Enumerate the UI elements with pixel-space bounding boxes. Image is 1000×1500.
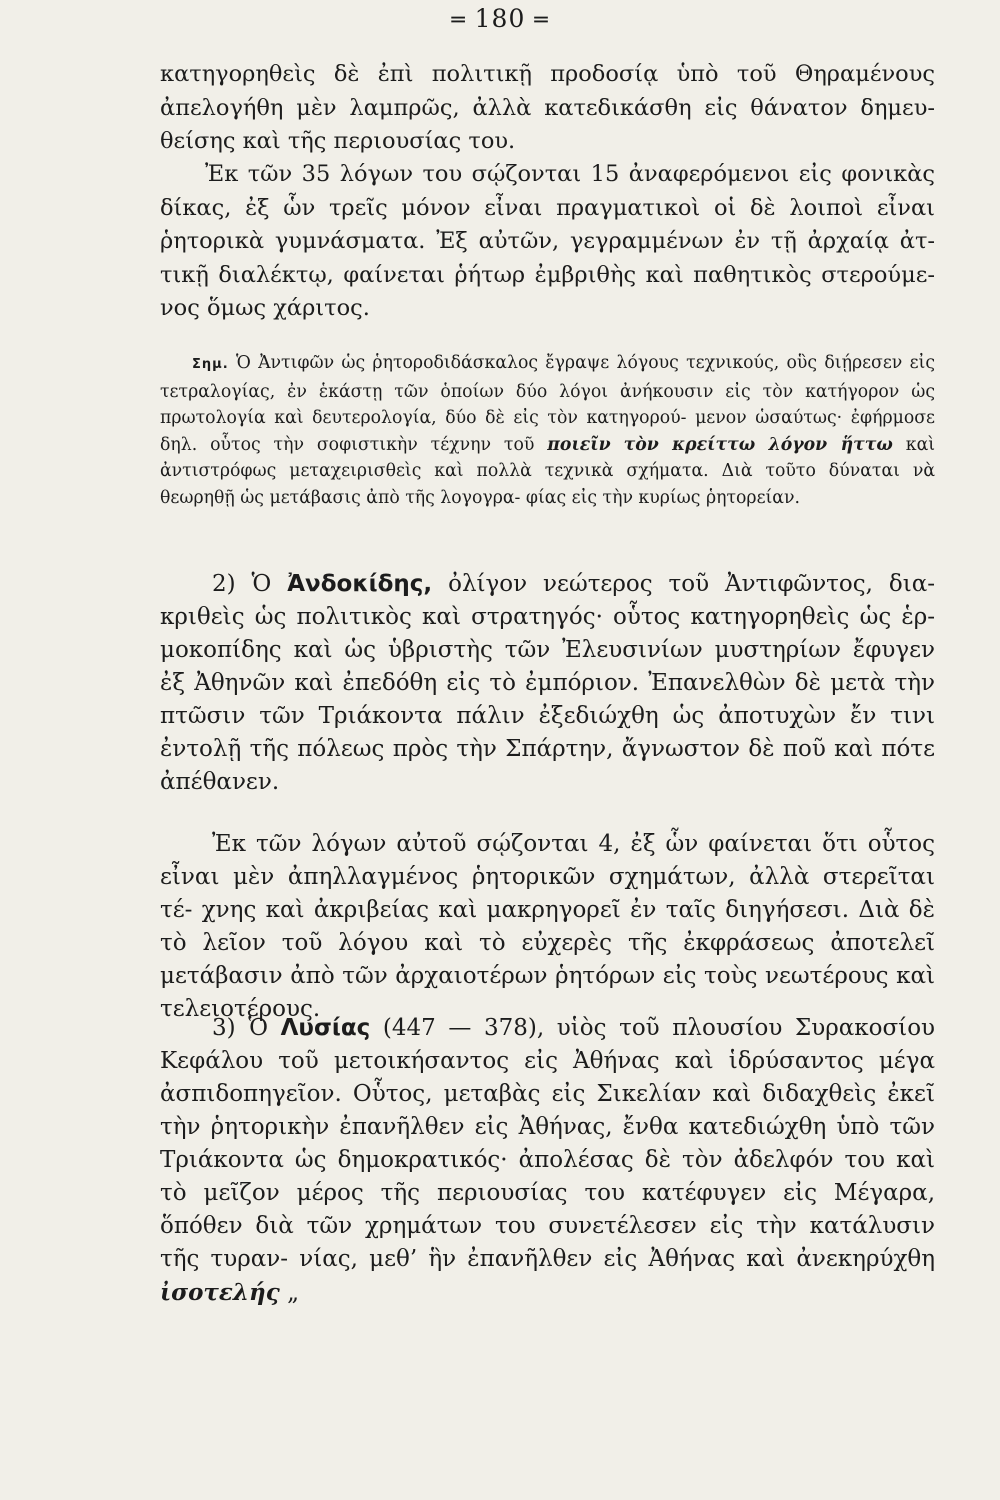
text-line: ῥητορικὴν ἐπανῆλθεν εἰς Ἀθήνας, ἔνθα κατεδιώχθη ὑπὸ τῶν [210,1114,936,1140]
text-line: ὀλίγον νεώτερος τοῦ Ἀντιφῶντος, δια- [448,571,936,597]
header-ornament-left: ═ [451,8,466,33]
note-label: Σημ. [192,357,229,372]
text-line: πτῶσιν τῶν Τριάκοντα πάλιν ἐξεδιώχθη ὡς ἀποτυχὼν ἔν τινι [160,703,935,729]
text-line: μενον ὡσαύτως· ἐφήρμοσε δηλ. οὗτος τὴν σοφιστικὴν τέχνην τοῦ [160,408,935,455]
orator-name: Ἀνδοκίδης, [287,571,433,597]
andocides-paragraph [160,568,935,799]
text-line: Ἐκ τῶν λόγων αὐτοῦ σῴζονται 4, ἐξ ὧν φαίνεται ὅτι οὗτος [212,831,935,857]
lysias-paragraph [160,1012,935,1310]
text-line: καὶ ἀντιστρόφως μεταχειρισθεὶς καὶ πολλὰ τεχνικὰ [160,434,936,481]
section-number: 2) Ὁ [212,571,272,597]
text-line: μεῖζον μέρος τῆς περιουσίας του κατέφυγεν εἰς Μέγαρα, ὅπόθεν [160,1180,935,1239]
text-line: εἶναι μὲν ἀπηλλαγμένος ῥητορικῶν σχημάτων, ἀλλὰ στερεῖται τέ- [160,864,935,923]
text-line: νος ὅμως χάριτος. [160,295,370,321]
text-line: διὰ τῶν χρημάτων του συνετέλεσεν εἰς τὴν κατάλυσιν τῆς τυραν- [160,1213,935,1272]
page-header [0,4,1000,33]
emphasis-text: ἰσοτελής [160,1279,280,1306]
andocides-works-paragraph [160,828,935,1026]
text-line: φίας εἰς τὴν κυρίως ῥητορείαν. [525,487,800,508]
text-line: τικῇ διαλέκτῳ, φαίνεται ῥήτωρ ἐμβριθὴς καὶ παθητικὸς στερούμε- [160,261,935,288]
text-line: Κεφάλου τοῦ μετοικήσαντος εἰς Ἀθήνας καὶ ἱδρύσαντος μέγα [160,1048,935,1074]
text-line: ἐντολῇ τῆς πόλεως πρὸς τὴν Σπάρτην, ἄγνωστον δὲ ποῦ καὶ πότε [160,736,935,762]
text-line: δίκας, ἐξ ὧν τρεῖς μόνον εἶναι πραγματικοὶ οἱ δὲ λοιποὶ εἶναι [160,194,935,221]
text-line: ἀπέθανεν. [160,769,280,795]
text-line: διῄρεσεν εἰς τετραλογίας, ἐν ἑκάστῃ τῶν ὁποίων δύο λόγοι ἀνήκουσιν εἰς [160,353,935,402]
text-line: ἀσπιδοπηγεῖον. Οὗτος, μεταβὰς εἰς Σικελίαν καὶ διδαχθεὶς ἐκεῖ τὴν [160,1081,935,1140]
quote-mark: „ [287,1280,299,1306]
footnote [160,350,935,511]
orator-name: Λυσίας [280,1015,371,1041]
text-line: χνης καὶ ἀκριβείας καὶ μακρηγορεῖ ἐν ταῖς διηγήσεσι. Διὰ δὲ τὸ [160,897,936,956]
text-line: μοκοπίδης καὶ ὡς ὑβριστὴς τῶν Ἐλευσινίων μυστηρίων ἔφυγεν ἐξ [160,637,935,696]
text-line: κριθεὶς ὡς πολιτικὸς καὶ στρατηγός· οὗτος κατηγορηθεὶς ὡς ἑρ- [160,604,935,630]
text-line: τὸν κατήγορον ὡς πρωτολογία καὶ δευτερολογία, δύο δὲ εἰς τὸν κατηγορού- [160,381,936,428]
emphasis-text: τὸν κρείττω λόγον ἥττω [623,434,893,455]
text-line: (447 — 378), υἱὸς τοῦ πλουσίου Συρακοσίου [382,1015,936,1041]
text-line: Τριάκοντα ὡς δημοκρατικός· ἀπολέσας δὲ τὸν ἀδελφόν του καὶ τὸ [160,1147,935,1206]
text-line: Ἐκ τῶν 35 λόγων του σῴζονται 15 ἀναφερόμενοι εἰς φονικὰς [205,161,935,187]
emphasis-text: ποιεῖν [547,434,611,455]
text-line: νίας, μεθ’ ἣν ἐπανῆλθεν εἰς Ἀθήνας καὶ ἀνεκηρύχθη [299,1246,936,1272]
text-line: ῥητορικὰ γυμνάσματα. Ἐξ αὐτῶν, γεγραμμένων ἐν τῇ ἀρχαίᾳ ἀτ- [160,228,935,254]
carryover-paragraph [160,58,935,159]
text-line: ἀπελογήθη μὲν λαμπρῶς, ἀλλὰ κατεδικάσθη εἰς θάνατον δημευ- [160,94,935,121]
text-line: Ἀθηνῶν καὶ ἐπεδόθη εἰς τὸ ἐμπόριον. Ἐπανελθὼν δὲ μετὰ τὴν [194,670,935,696]
text-line: θείσης καὶ τῆς περιουσίας του. [160,128,516,154]
text-line: σχήματα. Διὰ τοῦτο δύναται νὰ θεωρηθῇ ὡς μετάβασις ἀπὸ τῆς λογογρα- [160,461,935,508]
text-line: λεῖον τοῦ λόγου καὶ τὸ εὐχερὲς τῆς ἐκφράσεως ἀποτελεῖ μετάβασιν [160,930,936,989]
text-line: ἀπὸ τῶν ἀρχαιοτέρων ῥητόρων εἰς τοὺς νεωτέρους καὶ τελειοτέρους. [160,963,936,1022]
text-line: Ὁ Ἀντιφῶν ὡς ῥητοροδιδάσκαλος ἔγραψε λόγους τεχνικούς, οὓς [235,353,818,373]
antiphon-works-paragraph [160,158,935,326]
header-ornament-right: ═ [534,8,549,33]
page-number: 180 [474,4,526,33]
section-number: 3) Ὁ [212,1015,268,1041]
text-line: κατηγορηθεὶς δὲ ἐπὶ πολιτικῇ προδοσίᾳ ὑπὸ τοῦ Θηραμένους [160,61,935,87]
